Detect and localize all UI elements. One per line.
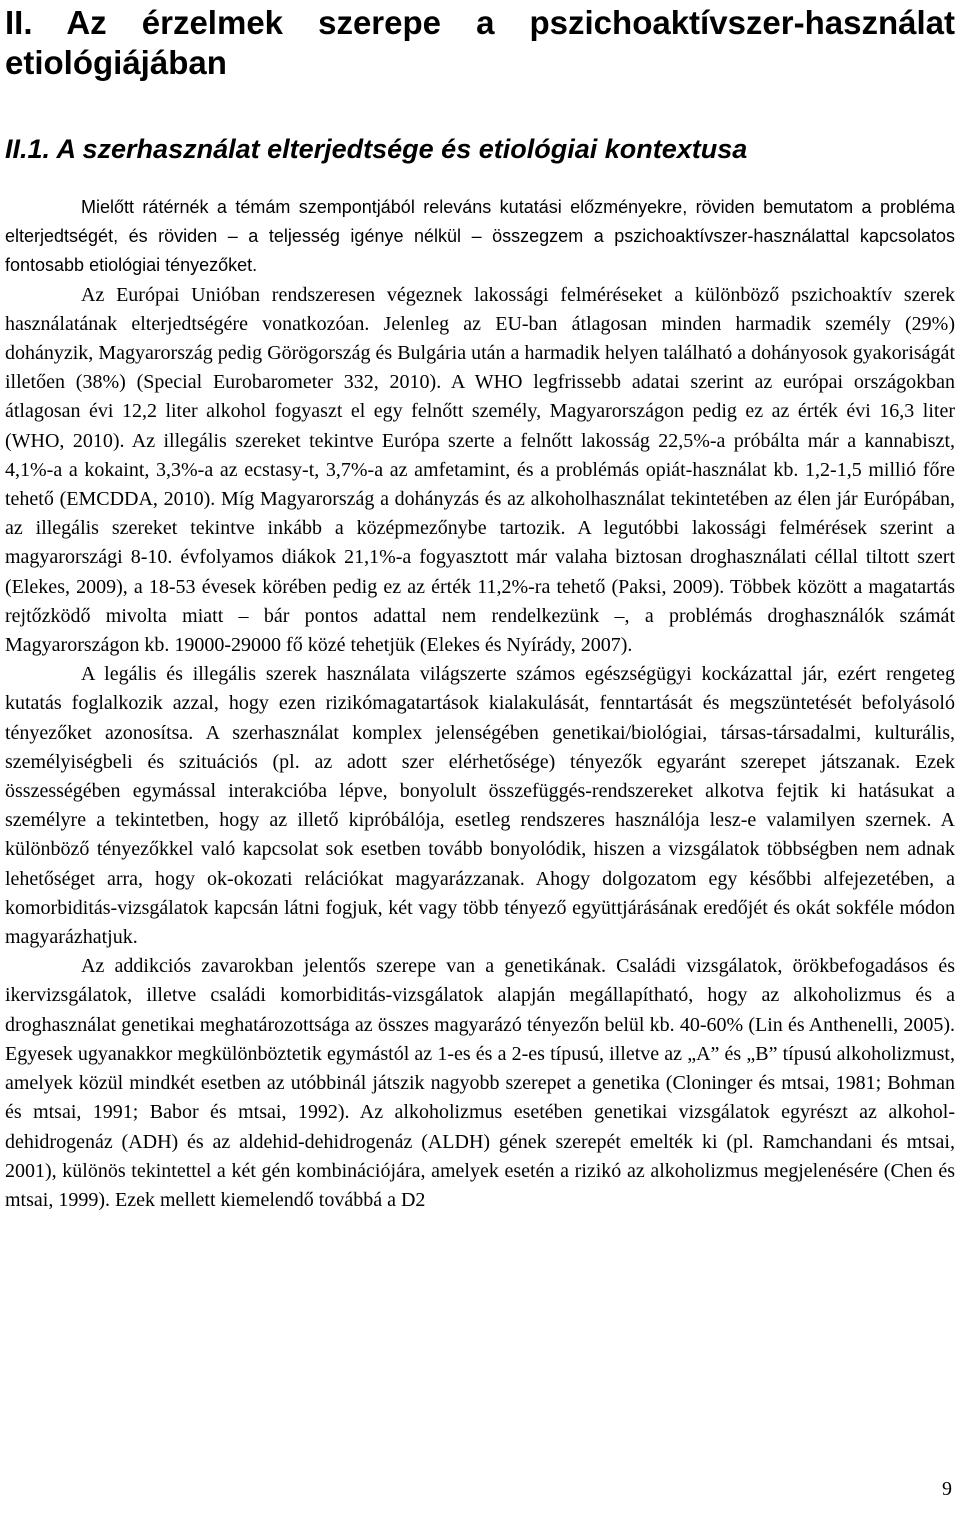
paragraph-intro bbox=[5, 193, 955, 281]
intro-text: Mielőtt rátérnék a témám szempontjából releváns kutatási előzményekre, röviden bemutatom a probléma elterjedtségét, és röviden – a teljesség igénye nélkül – összegzem a pszichoaktívszer-használattal kapcsolatos fontosabb etiológiai tényezőket. bbox=[5, 197, 955, 276]
body-text bbox=[5, 193, 955, 1215]
risk-factors-text: A legális és illegális szerek használata világszerte számos egészségügyi kockázattal jár, ezért rengeteg kutatás foglalkozik azzal, hogy ezen rizikómagatartások kialakulását, fenntartását és megszüntetését befolyásoló tényezőket azonosítsa. A szerhasználat komplex jelenségében genetikai/biológiai, társas-társadalmi, kulturális, személyiségbeli és szituációs (pl. az adott szer elérhetősége) tényezők egyaránt szerepet játszanak. Ezek összességében egymással interakcióba lépve, bonyolult összefüggés-rendszereket alkotva fejtik ki hatásukat a személyre a tekintetben, hogy az illető kipróbálója, esetleg rendszeres használója lesz-e valamilyen szernek. A különböző tényezőkkel való kapcsolat sok esetben tovább bonyolódik, hiszen a vizsgálatok többségben nem adnak lehetőséget arra, hogy ok-okozati relációkat magyarázzanak. Ahogy dolgozatom egy későbbi alfejezetében, a komorbiditás-vizsgálatok kapcsán látni fogjuk, két vagy több tényező együttjárásának eredőjét és okát sokféle módon magyarázhatjuk. bbox=[5, 663, 955, 949]
genetics-text: Az addikciós zavarokban jelentős szerepe van a genetikának. Családi vizsgálatok, örökbefogadásos és ikervizsgálatok, illetve családi komorbiditás-vizsgálatok alapján megállapítható, hogy az alkoholizmus és a droghasználat genetikai meghatározottsága az összes magyarázó tényezőn belül kb. 40-60% (Lin és Anthenelli, 2005). Egyesek ugyanakkor megkülönböztetik egymástól az 1-es és a 2-es típusú, illetve az „A” és „B” típusú alkoholizmust, amelyek közül mindkét esetben az utóbbinál játszik nagyobb szerepet a genetika (Cloninger és mtsai, 1981; Bohman és mtsai, 1991; Babor és mtsai, 1992). Az alkoholizmus esetében genetikai vizsgálatok egyrészt az alkohol-dehidrogenáz (ADH) és az aldehid-dehidrogenáz (ALDH) gének szerepét emelték ki (pl. Ramchandani és mtsai, 2001), különös tekintettel a két gén kombinációjára, amelyek esetén a rizikó az alkoholizmus megjelenésére (Chen és mtsai, 1999). Ezek mellett kiemelendő továbbá a D2 bbox=[5, 955, 955, 1211]
paragraph-prevalence bbox=[5, 281, 955, 661]
paragraph-genetics bbox=[5, 952, 955, 1215]
document-page bbox=[5, 0, 955, 1215]
section-title: II.1. A szerhasználat elterjedtsége és etiológiai kontextusa bbox=[5, 134, 748, 164]
paragraph-risk-factors bbox=[5, 660, 955, 952]
page-number: 9 bbox=[942, 1478, 952, 1500]
prevalence-text: Az Európai Unióban rendszeresen végeznek lakossági felméréseket a különböző pszichoaktív szerek használatának elterjedtségére vonatkozóan. Jelenleg az EU-ban átlagosan minden harmadik személy (29%) dohányzik, Magyarország pedig Görögország és Bulgária után a harmadik helyen található a dohányosok gyakoriságát illetően (38%) (Special Eurobarometer 332, 2010). A WHO legfrissebb adatai szerint az európai országokban átlagosan évi 12,2 liter alkohol fogyaszt el egy felnőtt személy, Magyarországon pedig ez az érték évi 16,3 liter (WHO, 2010). Az illegális szereket tekintve Európa szerte a felnőtt lakosság 22,5%-a próbálta már a kannabiszt, 4,1%-a a kokaint, 3,3%-a az ecstasy-t, 3,7%-a az amfetamint, és a problémás opiát-használat kb. 1,2-1,5 millió főre tehető (EMCDDA, 2010). Míg Magyarország a dohányzás és az alkoholhasználat tekintetében az élen jár Európában, az illegális szereket tekintve inkább a középmezőnybe tartozik. A legutóbbi lakossági felmérések szerint a magyarországi 8-10. évfolyamos diákok 21,1%-a fogyasztott már valaha biztosan droghasználati céllal tiltott szert (Elekes, 2009), a 18-53 évesek körében pedig ez az érték 11,2%-ra tehető (Paksi, 2009). Többek között a magatartás rejtőzködő mivolta miatt – bár pontos adattal nem rendelkezünk –, a problémás droghasználók számát Magyarországon kb. 19000-29000 fő közé tehetjük (Elekes és Nyírády, 2007). bbox=[5, 283, 955, 657]
chapter-title: II. Az érzelmek szerepe a pszichoaktívszer-használat etiológiájában bbox=[5, 4, 955, 81]
